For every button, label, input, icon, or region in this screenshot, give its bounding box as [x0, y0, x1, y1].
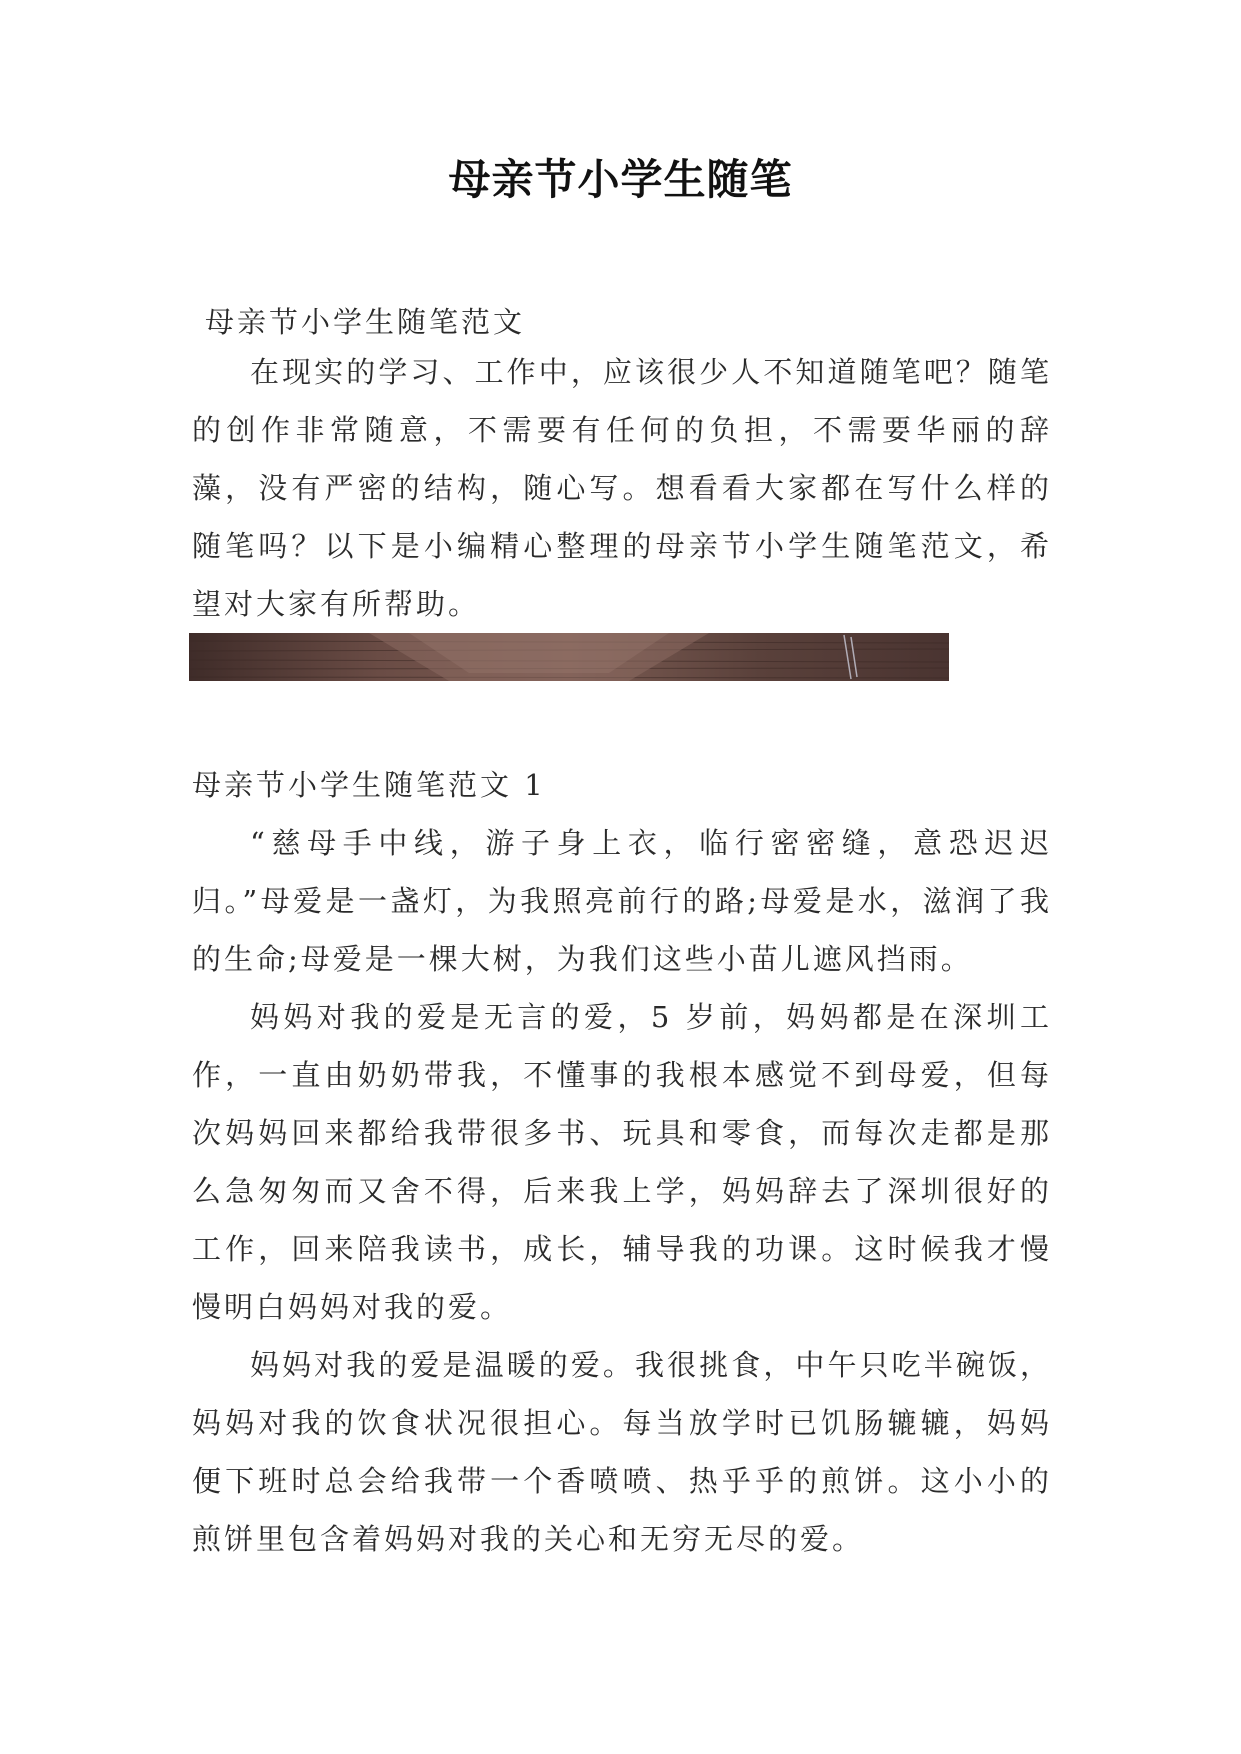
banner-texture	[189, 633, 949, 681]
intro-section	[192, 343, 1052, 633]
section-1-heading: 母亲节小学生随笔范文 1	[192, 768, 546, 802]
section-1-paragraph-2: 妈妈对我的爱是无言的爱，5 岁前，妈妈都是在深圳工作，一直由奶奶带我，不懂事的我根本感觉不到母爱，但每次妈妈回来都给我带很多书、玩具和零食，而每次走都是那么急匆匆而又舍不得，后来我上学，妈妈辞去了深圳很好的工作，回来陪我读书，成长，辅导我的功课。这时候我才慢慢明白妈妈对我的爱。	[192, 1000, 1052, 1324]
intro-paragraph: 在现实的学习、工作中，应该很少人不知道随笔吧？随笔的创作非常随意，不需要有任何的负担，不需要华丽的辞藻，没有严密的结构，随心写。想看看大家都在写什么样的随笔吗？以下是小编精心整理的母亲节小学生随笔范文，希望对大家有所帮助。	[192, 355, 1052, 621]
section-1	[192, 756, 1052, 1568]
section-1-paragraph-3: 妈妈对我的爱是温暖的爱。我很挑食，中午只吃半碗饭，妈妈对我的饮食状况很担心。每当放学时已饥肠辘辘，妈妈便下班时总会给我带一个香喷喷、热乎乎的煎饼。这小小的煎饼里包含着妈妈对我的关心和无穷无尽的爱。	[192, 1348, 1052, 1556]
banner-image	[189, 633, 949, 681]
document-title: 母亲节小学生随笔	[448, 155, 793, 204]
section-1-paragraph-1: “慈母手中线，游子身上衣，临行密密缝，意恐迟迟归。”母爱是一盏灯，为我照亮前行的路;母爱是水，滋润了我的生命;母爱是一棵大树，为我们这些小苗儿遮风挡雨。	[192, 826, 1052, 976]
intro-heading: 母亲节小学生随笔范文	[205, 305, 526, 339]
